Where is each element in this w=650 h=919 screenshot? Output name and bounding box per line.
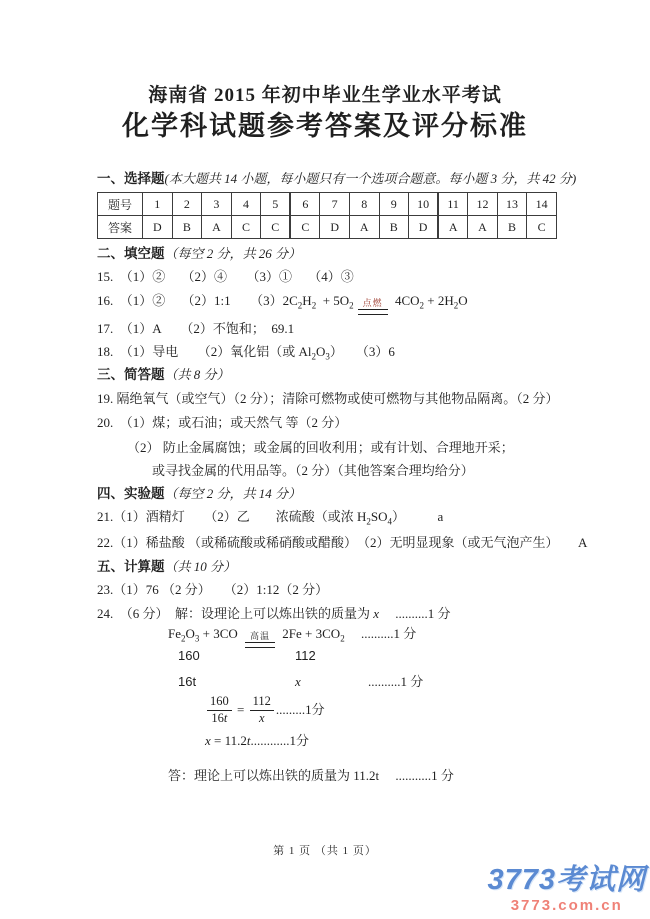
section-2-heading — [97, 246, 301, 263]
answer-line-24-proportion: $\frac{160}{16t}$ = $\frac{112}{x}$ .........1分 — [205, 694, 325, 726]
document-subtitle: 化学科试题参考答案及评分标准 — [122, 111, 528, 141]
given-values-score: ..........1 分 — [368, 674, 424, 689]
question-number-cell: 14 — [527, 193, 557, 216]
section-4-title: 四、实验题 — [97, 486, 165, 501]
answer-letter-cell: B — [172, 216, 202, 239]
question-number-cell: 2 — [172, 193, 202, 216]
section-5-title: 五、计算题 — [97, 559, 165, 574]
fraction: $\frac{112}{x}$ — [250, 694, 274, 726]
watermark-domain: 3773.com.cn — [510, 897, 623, 914]
answer-line-20-part2: （2） 防止金属腐蚀；或金属的回收利用；或有计划、合理地开采； — [127, 440, 514, 455]
answer-line-24-conclusion: 答：理论上可以炼出铁的质量为 11.2t ...........1 分 — [168, 768, 454, 783]
answer-line-15: 15. （1）② （2）④ （3）① （4）③ — [97, 269, 354, 284]
answer-table-row-numbers — [98, 193, 557, 216]
section-4-note: （每空 2 分，共 14 分） — [164, 486, 302, 501]
page-number: 第 1 页 （共 1 页） — [273, 845, 377, 857]
section-3-title: 三、简答题 — [97, 367, 165, 382]
molar-mass-fe2o3: 160 — [178, 648, 200, 663]
answer-letter-cell: B — [379, 216, 409, 239]
answer-line-19: 19. 隔绝氧气（或空气）（2 分）；清除可燃物或使可燃物与其他物品隔离。（2 分） — [97, 391, 559, 406]
section-1-note: (本大题共 14 小题，每小题只有一个选项合题意。每小题 3 分，共 42 分) — [164, 171, 577, 186]
answer-line-17: 17. （1）A （2）不饱和； 69.1 — [97, 321, 295, 336]
answer-line-22: 22.（1）稀盐酸 （或稀硫酸或稀硝酸或醋酸） （2）无明显现象（或无气泡产生） A — [97, 535, 588, 550]
answer-key-table — [97, 192, 557, 239]
question-number-cell: 10 — [409, 193, 439, 216]
answer-letter-cell: C — [527, 216, 557, 239]
answer-line-23: 23.（1）76 （2 分） （2）1:12（2 分） — [97, 582, 329, 597]
document-title: 海南省 2015 年初中毕业生学业水平考试 — [148, 85, 502, 106]
question-number-cell: 7 — [320, 193, 350, 216]
question-number-cell: 12 — [468, 193, 498, 216]
section-3-heading — [97, 367, 230, 384]
question-number-cell: 4 — [231, 193, 261, 216]
question-number-cell: 1 — [143, 193, 173, 216]
watermark-brand-logo: 3773考试网 — [487, 864, 646, 896]
section-1-title: 一、选择题 — [97, 171, 165, 186]
answer-line-24-result: x = 11.2t............1分 — [205, 733, 310, 748]
answer-line-20-part3: 或寻找金属的代用品等。（2 分）（其他答案合理均给分） — [152, 463, 474, 478]
question-number-cell: 6 — [290, 193, 320, 216]
question-number-cell: 8 — [349, 193, 379, 216]
section-3-note: （共 8 分） — [164, 367, 230, 382]
answer-letter-cell: A — [202, 216, 232, 239]
answer-line-24-equation: $Fe_2O_3 + 3CO$ 高温 $2Fe + 3CO_2$ ..........1 分 — [168, 626, 416, 648]
section-5-heading — [97, 559, 236, 576]
answer-letter-cell: C — [231, 216, 261, 239]
answer-letter-cell: D — [143, 216, 173, 239]
answer-letter-cell: C — [261, 216, 291, 239]
question-number-cell: 9 — [379, 193, 409, 216]
answer-letter-cell: D — [409, 216, 439, 239]
answer-line-20-part1: 20. （1）煤；或石油；或天然气 等（2 分） — [97, 415, 348, 430]
given-mass-ore: 16t — [178, 674, 197, 689]
answer-line-24-molar-masses — [178, 648, 316, 664]
answer-line-24-setup: 24. （6 分） 解：设理论上可以炼出铁的质量为 x ..........1 分 — [97, 606, 451, 621]
answer-table-row-answers — [98, 216, 557, 239]
section-2-note: （每空 2 分，共 26 分） — [164, 246, 302, 261]
answer-line-16: 16. （1）② （2）1:1 $(3)2C_2H_2 + 5O_2$ 点燃 $4CO_2 + 2H_2O$ — [97, 293, 468, 315]
answer-table-label-answers: 答案 — [98, 216, 143, 239]
section-4-heading — [97, 486, 301, 503]
question-number-cell: 5 — [261, 193, 291, 216]
question-number-cell: 13 — [497, 193, 527, 216]
unknown-x: x — [295, 674, 301, 689]
answer-table-label-numbers: 题号 — [98, 193, 143, 216]
answer-letter-cell: D — [320, 216, 350, 239]
watermark — [487, 866, 646, 913]
question-number-cell: 11 — [438, 193, 468, 216]
section-5-note: （共 10 分） — [164, 559, 237, 574]
answer-letter-cell: C — [290, 216, 320, 239]
reaction-condition: 点燃 — [358, 299, 388, 315]
answer-letter-cell: A — [438, 216, 468, 239]
section-1-heading — [97, 171, 576, 188]
molar-mass-fe: 112 — [295, 648, 316, 663]
reaction-condition: 高温 — [245, 632, 275, 648]
answer-letter-cell: B — [497, 216, 527, 239]
double-bond-arrow — [358, 309, 388, 315]
answer-letter-cell: A — [468, 216, 498, 239]
answer-letter-cell: A — [349, 216, 379, 239]
fraction: $\frac{160}{16t}$ — [207, 694, 232, 726]
question-number-cell: 3 — [202, 193, 232, 216]
section-2-title: 二、填空题 — [97, 246, 165, 261]
answer-line-18: 18. （1）导电 （2）氧化铝（或 $Al_2O_3$） （3）6 — [97, 344, 395, 362]
answer-line-24-given-values — [178, 674, 301, 690]
answer-line-21: 21.（1）酒精灯 （2）乙 浓硫酸（或浓 $H_2SO_4$） a — [97, 509, 444, 527]
